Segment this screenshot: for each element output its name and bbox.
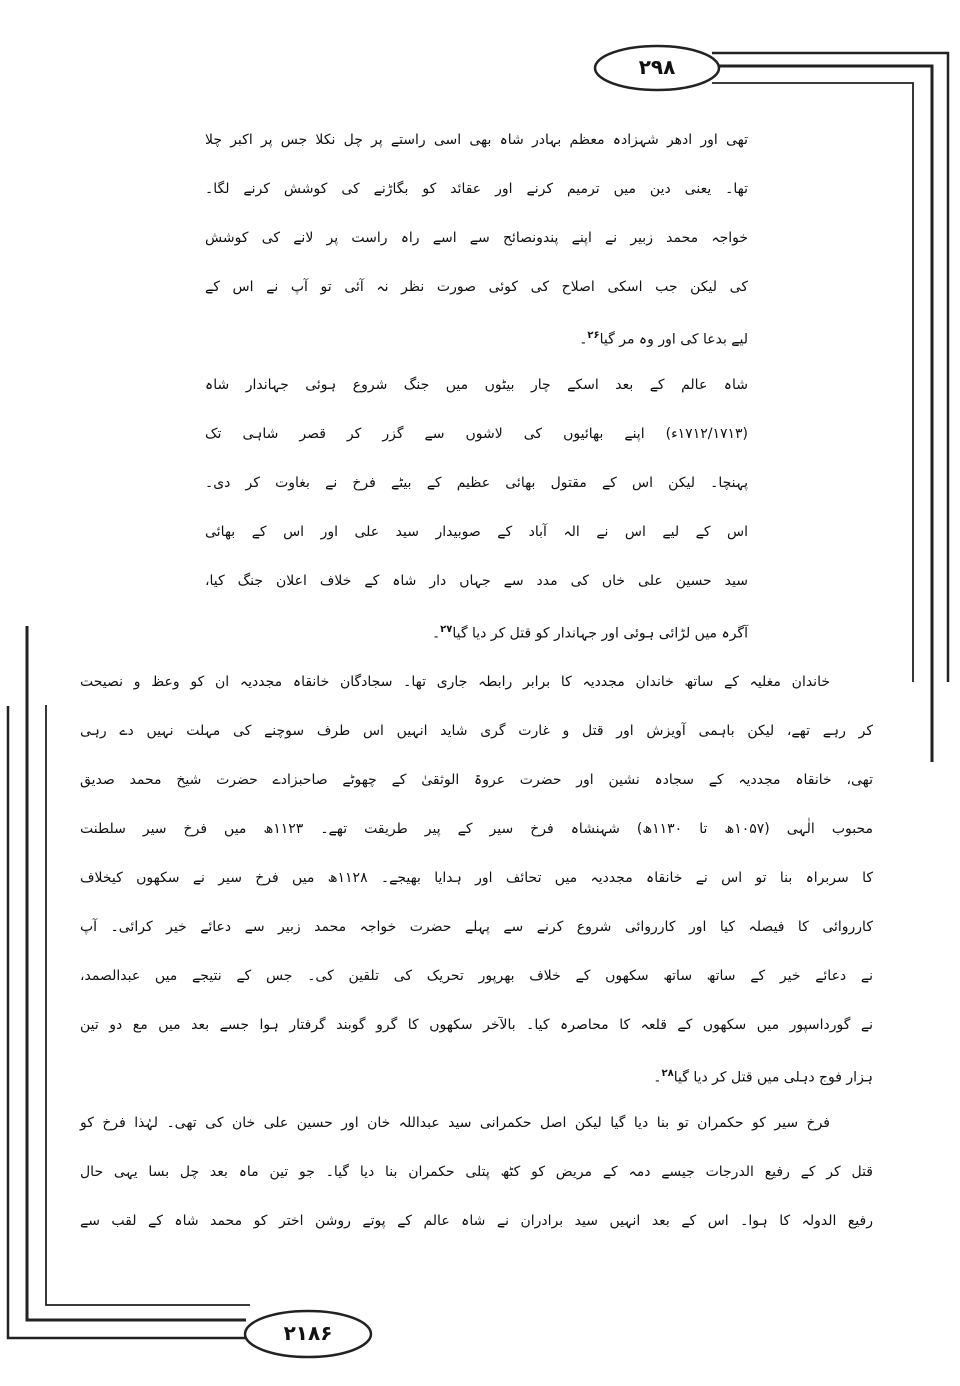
text-line: نے دعائے خیر کے ساتھ ساتھ سکھوں کے خلاف بھرپور تحریک کی تلقین کی۔ جس کے نتیجے میں عبدالصمد،	[80, 968, 873, 984]
text-line: فرخ سیر کو حکمران تو بنا دیا گیا لیکن اصل حکمرانی سید عبداللہ خان اور حسین علی خان کی تھی۔ لہٰذا فرخ کو	[80, 1115, 830, 1131]
bottom-page-number: ۲۱۸۶	[283, 1321, 333, 1345]
end-mark: ۔	[653, 1069, 662, 1086]
footnote-marker: ۲۶	[587, 330, 600, 341]
end-mark: ۔	[579, 331, 588, 348]
end-mark: ۔	[431, 625, 441, 642]
footnote-marker: ۲۸	[661, 1068, 674, 1079]
upper-paragraphs	[205, 128, 748, 667]
text-line: خاندان مغلیہ کے ساتھ خاندان مجددیہ کا برابر رابطہ جاری تھا۔ سجادگان خانقاہ مجددیہ ان کو وعظ و نصیحت	[80, 674, 830, 690]
text-line: رفیع الدولہ کا ہوا۔ اس کے بعد انہیں سید برادران نے شاہ عالم کے پوتے روشن اختر کو محمد شاہ کے لقب سے	[80, 1213, 873, 1229]
text-line: محبوب الٰہی (۱۰۵۷ھ تا ۱۱۳۰ھ) شہنشاہ فرخ سیر کے پیر طریقت تھے۔ ۱۱۲۳ھ میں فرخ سیر سلطنت	[80, 821, 873, 837]
text-line: کارروائی کا فیصلہ کیا اور کارروائی شروع کرنے سے پہلے حضرت خواجہ محمد زبیر سے دعائے خیر کرائی۔ آپ	[80, 919, 873, 935]
text-line	[80, 1062, 873, 1111]
text-line: کر رہے تھے، لیکن باہمی آویزش اور قتل و غارت گری شاید انہیں اس طرف سوچنے کی مہلت نہیں دے رہی	[80, 723, 873, 739]
lower-paragraphs	[80, 670, 873, 1258]
text-line: سید حسین علی خاں کی مدد سے جہاں دار شاہ کے خلاف اعلان جنگ کیا،	[205, 573, 748, 589]
text-line	[205, 618, 748, 667]
text-line: نے گورداسپور میں سکھوں کے قلعہ کا محاصرہ کیا۔ بالآخر سکھوں کا گرو گوبند گرفتار ہوا جسے بعد میں مع دو تین	[80, 1017, 873, 1033]
text-line-content: آگرہ میں لڑائی ہوئی اور جہاندار کو قتل کر دیا گیا	[452, 625, 748, 642]
text-line: اس کے لیے اس نے الہ آباد کے صوبیدار سید علی اور اس کے بھائی	[205, 524, 748, 540]
text-line: (۱۷۱۲/۱۷۱۳ء) اپنے بھائیوں کی لاشوں سے گزر کر قصر شاہی تک	[205, 426, 748, 442]
text-line: قتل کر کے رفیع الدرجات جیسے دمہ کے مریض کو کٹھ پتلی حکمران بنا دیا گیا۔ جو تین ماہ بعد چل بسا یہی حال	[80, 1164, 873, 1180]
text-line: تھی، خانقاہ مجددیہ کے سجادہ نشین اور حضرت عروۃ الوثقیٰ کے چھوٹے صاحبزادے حضرت شیخ محمد صدیق	[80, 772, 873, 788]
top-page-number: ۲۹۸	[638, 55, 676, 79]
text-line-content: لیے بدعا کی اور وہ مر گیا	[599, 331, 748, 348]
text-line: پہنچا۔ لیکن اس کے مقتول بھائی عظیم کے بیٹے فرخ نے بغاوت کر دی۔	[205, 475, 748, 491]
text-line: تھا۔ یعنی دین میں ترمیم کرنے اور عقائد کو بگاڑنے کی کوشش کرنے لگا۔	[205, 181, 748, 197]
text-line: تھی اور ادھر شہزادہ معظم بہادر شاہ بھی اسی راستے پر چل نکلا جس پر اکبر چلا	[205, 132, 748, 148]
footnote-marker: ۲۷	[440, 624, 453, 635]
text-line: خواجہ محمد زبیر نے اپنے پندونصائح سے اسے راہ راست پر لانے کی کوشش	[205, 230, 748, 246]
border-line-middle-top	[718, 66, 932, 762]
text-line: کا سربراہ بنا تو اس نے خانقاہ مجددیہ میں تحائف اور ہدایا بھیجے۔ ۱۱۲۸ھ میں فرخ سیر نے سکھوں کیخلاف	[80, 870, 873, 886]
text-line: کی لیکن جب اسکی اصلاح کی کوئی صورت نظر نہ آئی تو آپ نے اس کے	[205, 279, 748, 295]
text-line: شاہ عالم کے بعد اسکے چار بیٹوں میں جنگ شروع ہوئی جہاندار شاہ	[205, 377, 748, 393]
text-line-content: ہزار فوج دہلی میں قتل کر دیا گیا	[673, 1069, 873, 1086]
text-line	[205, 324, 748, 373]
